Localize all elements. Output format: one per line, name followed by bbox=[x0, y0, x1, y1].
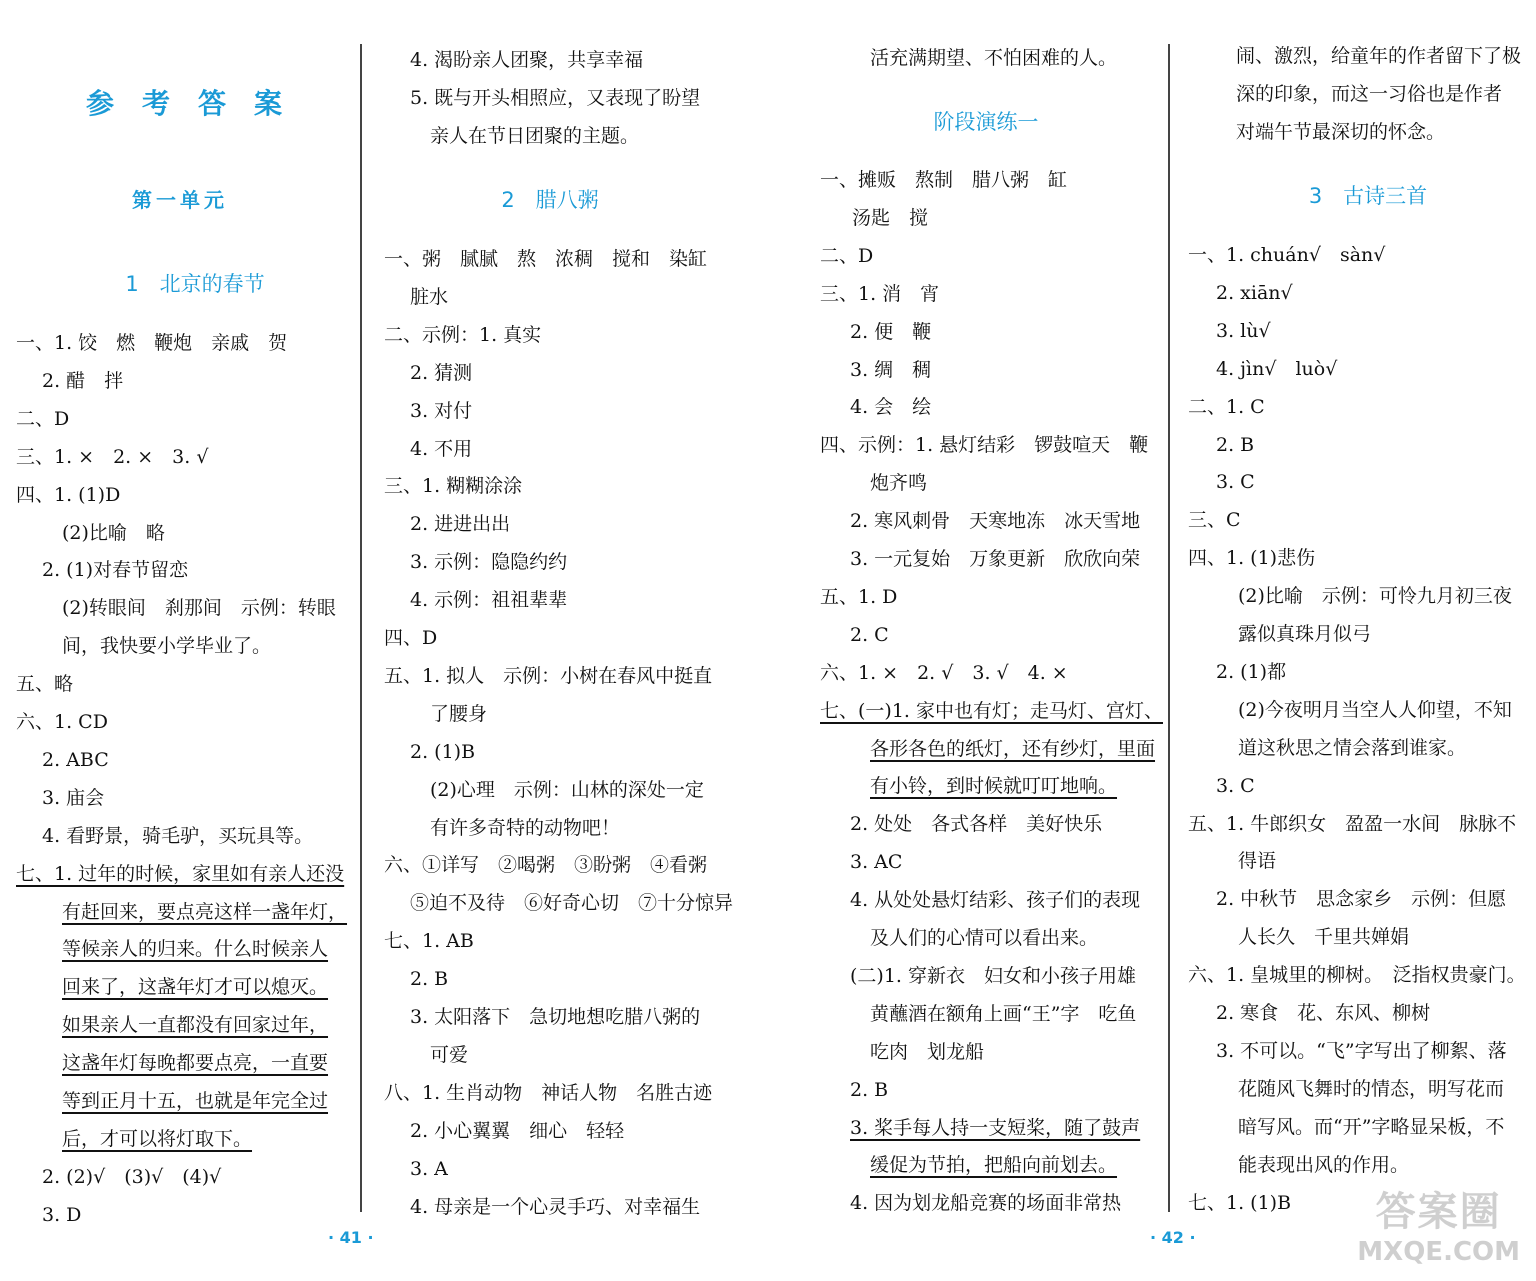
answer-line: 四、示例：1. 悬灯结彩 锣鼓喧天 鞭 bbox=[820, 434, 1149, 457]
answer-line: 3. 对付 bbox=[410, 399, 473, 422]
answer-line: 2. (1)对春节留恋 bbox=[42, 559, 189, 582]
answer-line: 2. ABC bbox=[42, 748, 109, 771]
answer-line: 2. (1)B bbox=[410, 740, 476, 763]
answer-line: 二、1. C bbox=[1188, 395, 1265, 418]
answer-line: 了腰身 bbox=[430, 702, 488, 725]
answer-line: 4. 从处处悬灯结彩、孩子们的表现 bbox=[850, 889, 1141, 912]
answer-line: 五、略 bbox=[16, 673, 74, 696]
answer-line: 二、D bbox=[16, 407, 70, 430]
answer-line: 2. (1)都 bbox=[1216, 660, 1287, 683]
answer-line: 七、1. AB bbox=[384, 930, 474, 953]
watermark-url: MXQE.COM bbox=[1357, 1237, 1520, 1267]
answer-line: 深的印象，而这一习俗也是作者 bbox=[1236, 82, 1503, 105]
answer-line: 3. C bbox=[1216, 774, 1255, 797]
answer-line: 3. A bbox=[410, 1157, 448, 1180]
answer-line: 这盏年灯每晚都要点亮，一直要 bbox=[62, 1052, 329, 1075]
answer-line: 等候亲人的归来。什么时候亲人 bbox=[62, 938, 329, 961]
answer-line: 3. C bbox=[1216, 471, 1255, 494]
answer-line: 有许多奇特的动物吧！ bbox=[430, 816, 621, 839]
answer-line: 五、1. D bbox=[820, 585, 898, 608]
answer-line: 3. 绸 稠 bbox=[850, 358, 932, 381]
answer-line: 等到正月十五，也就是年完全过 bbox=[62, 1090, 329, 1112]
section-title: 阶段演练一 bbox=[933, 110, 1039, 134]
answer-line: 三、1. 糊糊涂涂 bbox=[384, 475, 523, 498]
answer-line: 脏水 bbox=[410, 285, 449, 308]
answer-line: 2. 进进出出 bbox=[410, 513, 511, 536]
answer-line: 露似真珠月似弓 bbox=[1238, 623, 1372, 645]
answer-line: 4. jìn√ luò√ bbox=[1216, 357, 1338, 380]
answer-line: 回来了，这盏年灯才可以熄灭。 bbox=[62, 976, 329, 999]
answer-line: 二、示例：1. 真实 bbox=[384, 323, 542, 346]
answer-line: 暗写风。而“开”字略显呆板，不 bbox=[1238, 1115, 1505, 1138]
answer-line: 4. 示例：祖祖辈辈 bbox=[410, 589, 568, 612]
answer-line: 亲人在节日团聚的主题。 bbox=[430, 124, 640, 147]
answer-line: 三、1. 消 宵 bbox=[820, 282, 940, 305]
watermark-logo bbox=[1357, 1180, 1520, 1267]
answer-line: (2)比喻 示例：可怜九月初三夜 bbox=[1238, 585, 1512, 608]
answer-line: 六、1. 皇城里的柳树。 泛指权贵豪门。 bbox=[1188, 964, 1526, 987]
answer-line: 3. AC bbox=[850, 851, 903, 874]
answer-line: 3. D bbox=[42, 1203, 82, 1226]
answer-line: ⑤迫不及待 ⑥好奇心切 ⑦十分惊异 bbox=[410, 892, 734, 915]
watermark-text: 答案圈 bbox=[1375, 1189, 1502, 1235]
answer-line: 得语 bbox=[1238, 850, 1277, 873]
answer-line: 道这秋思之情会落到谁家。 bbox=[1238, 736, 1467, 759]
page-title: 参考答案 bbox=[85, 87, 310, 120]
answer-line: 六、1. × 2. √ 3. √ 4. × bbox=[820, 661, 1068, 684]
answer-line: 五、1. 拟人 示例：小树在春风中挺直 bbox=[384, 664, 713, 687]
answer-line: 汤匙 搅 bbox=[852, 206, 929, 229]
lesson-title-3: 3 古诗三首 bbox=[1308, 184, 1428, 208]
answer-line: (2)心理 示例：山林的深处一定 bbox=[430, 778, 704, 801]
answer-line: 3. lù√ bbox=[1216, 319, 1271, 342]
answer-line: 有赶回来，要点亮这样一盏年灯， bbox=[62, 900, 348, 923]
answer-line: 4. 渴盼亲人团聚，共享幸福 bbox=[410, 49, 644, 71]
answer-line: 2. 处处 各式各样 美好快乐 bbox=[850, 813, 1103, 836]
answer-line: 五、1. 牛郎织女 盈盈一水间 脉脉不 bbox=[1188, 812, 1517, 835]
answer-line: 2. xiān√ bbox=[1216, 281, 1293, 304]
answer-line: 2. 醋 拌 bbox=[42, 369, 124, 392]
answer-line: 有小铃，到时候就叮叮地响。 bbox=[870, 775, 1118, 798]
column-divider-right bbox=[1168, 44, 1170, 1212]
column-divider-left bbox=[360, 44, 362, 1212]
answer-line: 2. 寒食 花、东风、柳树 bbox=[1216, 1002, 1431, 1024]
answer-line: 及人们的心情可以看出来。 bbox=[870, 927, 1099, 949]
answer-line: 七、1. (1)B bbox=[1188, 1191, 1292, 1214]
answer-line: 3. 示例：隐隐约约 bbox=[410, 551, 568, 574]
lesson-title-1: 1 北京的春节 bbox=[125, 272, 265, 296]
answer-line: 间，我快要小学毕业了。 bbox=[62, 635, 272, 658]
answer-line: 2. 中秋节 思念家乡 示例：但愿 bbox=[1216, 888, 1507, 911]
answer-line: 5. 既与开头相照应，又表现了盼望 bbox=[410, 86, 701, 109]
answer-line: 4. 因为划龙船竞赛的场面非常热 bbox=[850, 1192, 1122, 1215]
answer-line: 花随风飞舞时的情态，明写花而 bbox=[1238, 1077, 1505, 1100]
answer-line: 吃肉 划龙船 bbox=[870, 1040, 985, 1063]
answer-line: 缓促为节拍，把船向前划去。 bbox=[870, 1154, 1118, 1177]
answer-line: 一、1. chuán√ sàn√ bbox=[1188, 244, 1386, 266]
answer-line: 四、D bbox=[384, 627, 438, 649]
answer-line: 一、摊贩 熬制 腊八粥 缸 bbox=[820, 169, 1068, 191]
answer-line: 各形各色的纸灯，还有纱灯，里面 bbox=[870, 737, 1156, 760]
answer-line: 3. 桨手每人持一支短桨，随了鼓声 bbox=[850, 1116, 1141, 1139]
answer-line: 后，才可以将灯取下。 bbox=[62, 1127, 253, 1150]
answer-line: 对端午节最深切的怀念。 bbox=[1236, 120, 1446, 143]
answer-line: 人长久 千里共婵娟 bbox=[1238, 926, 1410, 949]
answer-line: 三、1. × 2. × 3. √ bbox=[16, 445, 209, 468]
answer-line: 3. 不可以。“飞”字写出了柳絮、落 bbox=[1216, 1039, 1507, 1062]
answer-line: 一、1. 饺 燃 鞭炮 亲戚 贺 bbox=[16, 332, 288, 354]
answer-line: 2. B bbox=[850, 1078, 889, 1101]
answer-line: 3. 一元复始 万象更新 欣欣向荣 bbox=[850, 548, 1141, 570]
answer-line: 3. 庙会 bbox=[42, 786, 105, 809]
answer-line: 4. 不用 bbox=[410, 437, 473, 460]
answer-line: 2. 便 鞭 bbox=[850, 320, 932, 343]
answer-line: 4. 看野景，骑毛驴，买玩具等。 bbox=[42, 824, 314, 847]
answer-line: 3. 太阳落下 急切地想吃腊八粥的 bbox=[410, 1006, 701, 1028]
answer-line: 六、1. CD bbox=[16, 711, 108, 733]
answer-line: 八、1. 生肖动物 神话人物 名胜古迹 bbox=[384, 1081, 713, 1104]
answer-line: 2. (2)√ (3)√ (4)√ bbox=[42, 1165, 222, 1188]
answer-line: 炮齐鸣 bbox=[870, 472, 928, 495]
answer-line: 2. B bbox=[1216, 433, 1255, 456]
unit-title: 第一单元 bbox=[132, 188, 228, 212]
lesson-title-2: 2 腊八粥 bbox=[501, 188, 599, 212]
answer-line: 七、1. 过年的时候，家里如有亲人还没 bbox=[16, 862, 345, 885]
answer-line: 可爱 bbox=[430, 1043, 469, 1066]
answer-line: 黄蘸酒在额角上画“王”字 吃鱼 bbox=[870, 1002, 1137, 1025]
answer-line: 三、C bbox=[1188, 509, 1241, 532]
answer-line: 二、D bbox=[820, 244, 874, 267]
answer-line: 2. 寒风刺骨 天寒地冻 冰天雪地 bbox=[850, 510, 1141, 533]
answer-line: 如果亲人一直都没有回家过年， bbox=[62, 1014, 329, 1037]
answer-line: 六、①详写 ②喝粥 ③盼粥 ④看粥 bbox=[384, 854, 708, 877]
answer-line: 4. 母亲是一个心灵手巧、对幸福生 bbox=[410, 1195, 701, 1218]
page-number-left: · 41 · bbox=[328, 1228, 374, 1247]
answer-line: 七、(一)1. 家中也有灯；走马灯、宫灯、 bbox=[820, 699, 1163, 722]
answer-line: 一、粥 腻腻 熬 浓稠 搅和 染缸 bbox=[384, 248, 708, 270]
answer-line: 2. B bbox=[410, 968, 449, 991]
page-number-right: · 42 · bbox=[1150, 1228, 1196, 1247]
answer-line: (二)1. 穿新衣 妇女和小孩子用雄 bbox=[850, 964, 1136, 987]
answer-line: (2)今夜明月当空人人仰望，不知 bbox=[1238, 698, 1512, 721]
answer-line: (2)比喻 略 bbox=[62, 521, 165, 544]
answer-line: 4. 会 绘 bbox=[850, 396, 932, 419]
answer-line: 四、1. (1)D bbox=[16, 483, 121, 506]
line: 活充满期望、不怕困难的人。 bbox=[870, 47, 1118, 69]
answer-line: 闹、激烈，给童年的作者留下了极 bbox=[1236, 45, 1522, 67]
answer-line: 四、1. (1)悲伤 bbox=[1188, 547, 1316, 570]
answer-line: 2. C bbox=[850, 623, 889, 646]
answer-line: 能表现出风的作用。 bbox=[1238, 1153, 1410, 1176]
answer-line: (2)转眼间 刹那间 示例：转眼 bbox=[62, 597, 336, 620]
answer-line: 2. 猜测 bbox=[410, 361, 473, 384]
answer-line: 2. 小心翼翼 细心 轻轻 bbox=[410, 1119, 625, 1142]
